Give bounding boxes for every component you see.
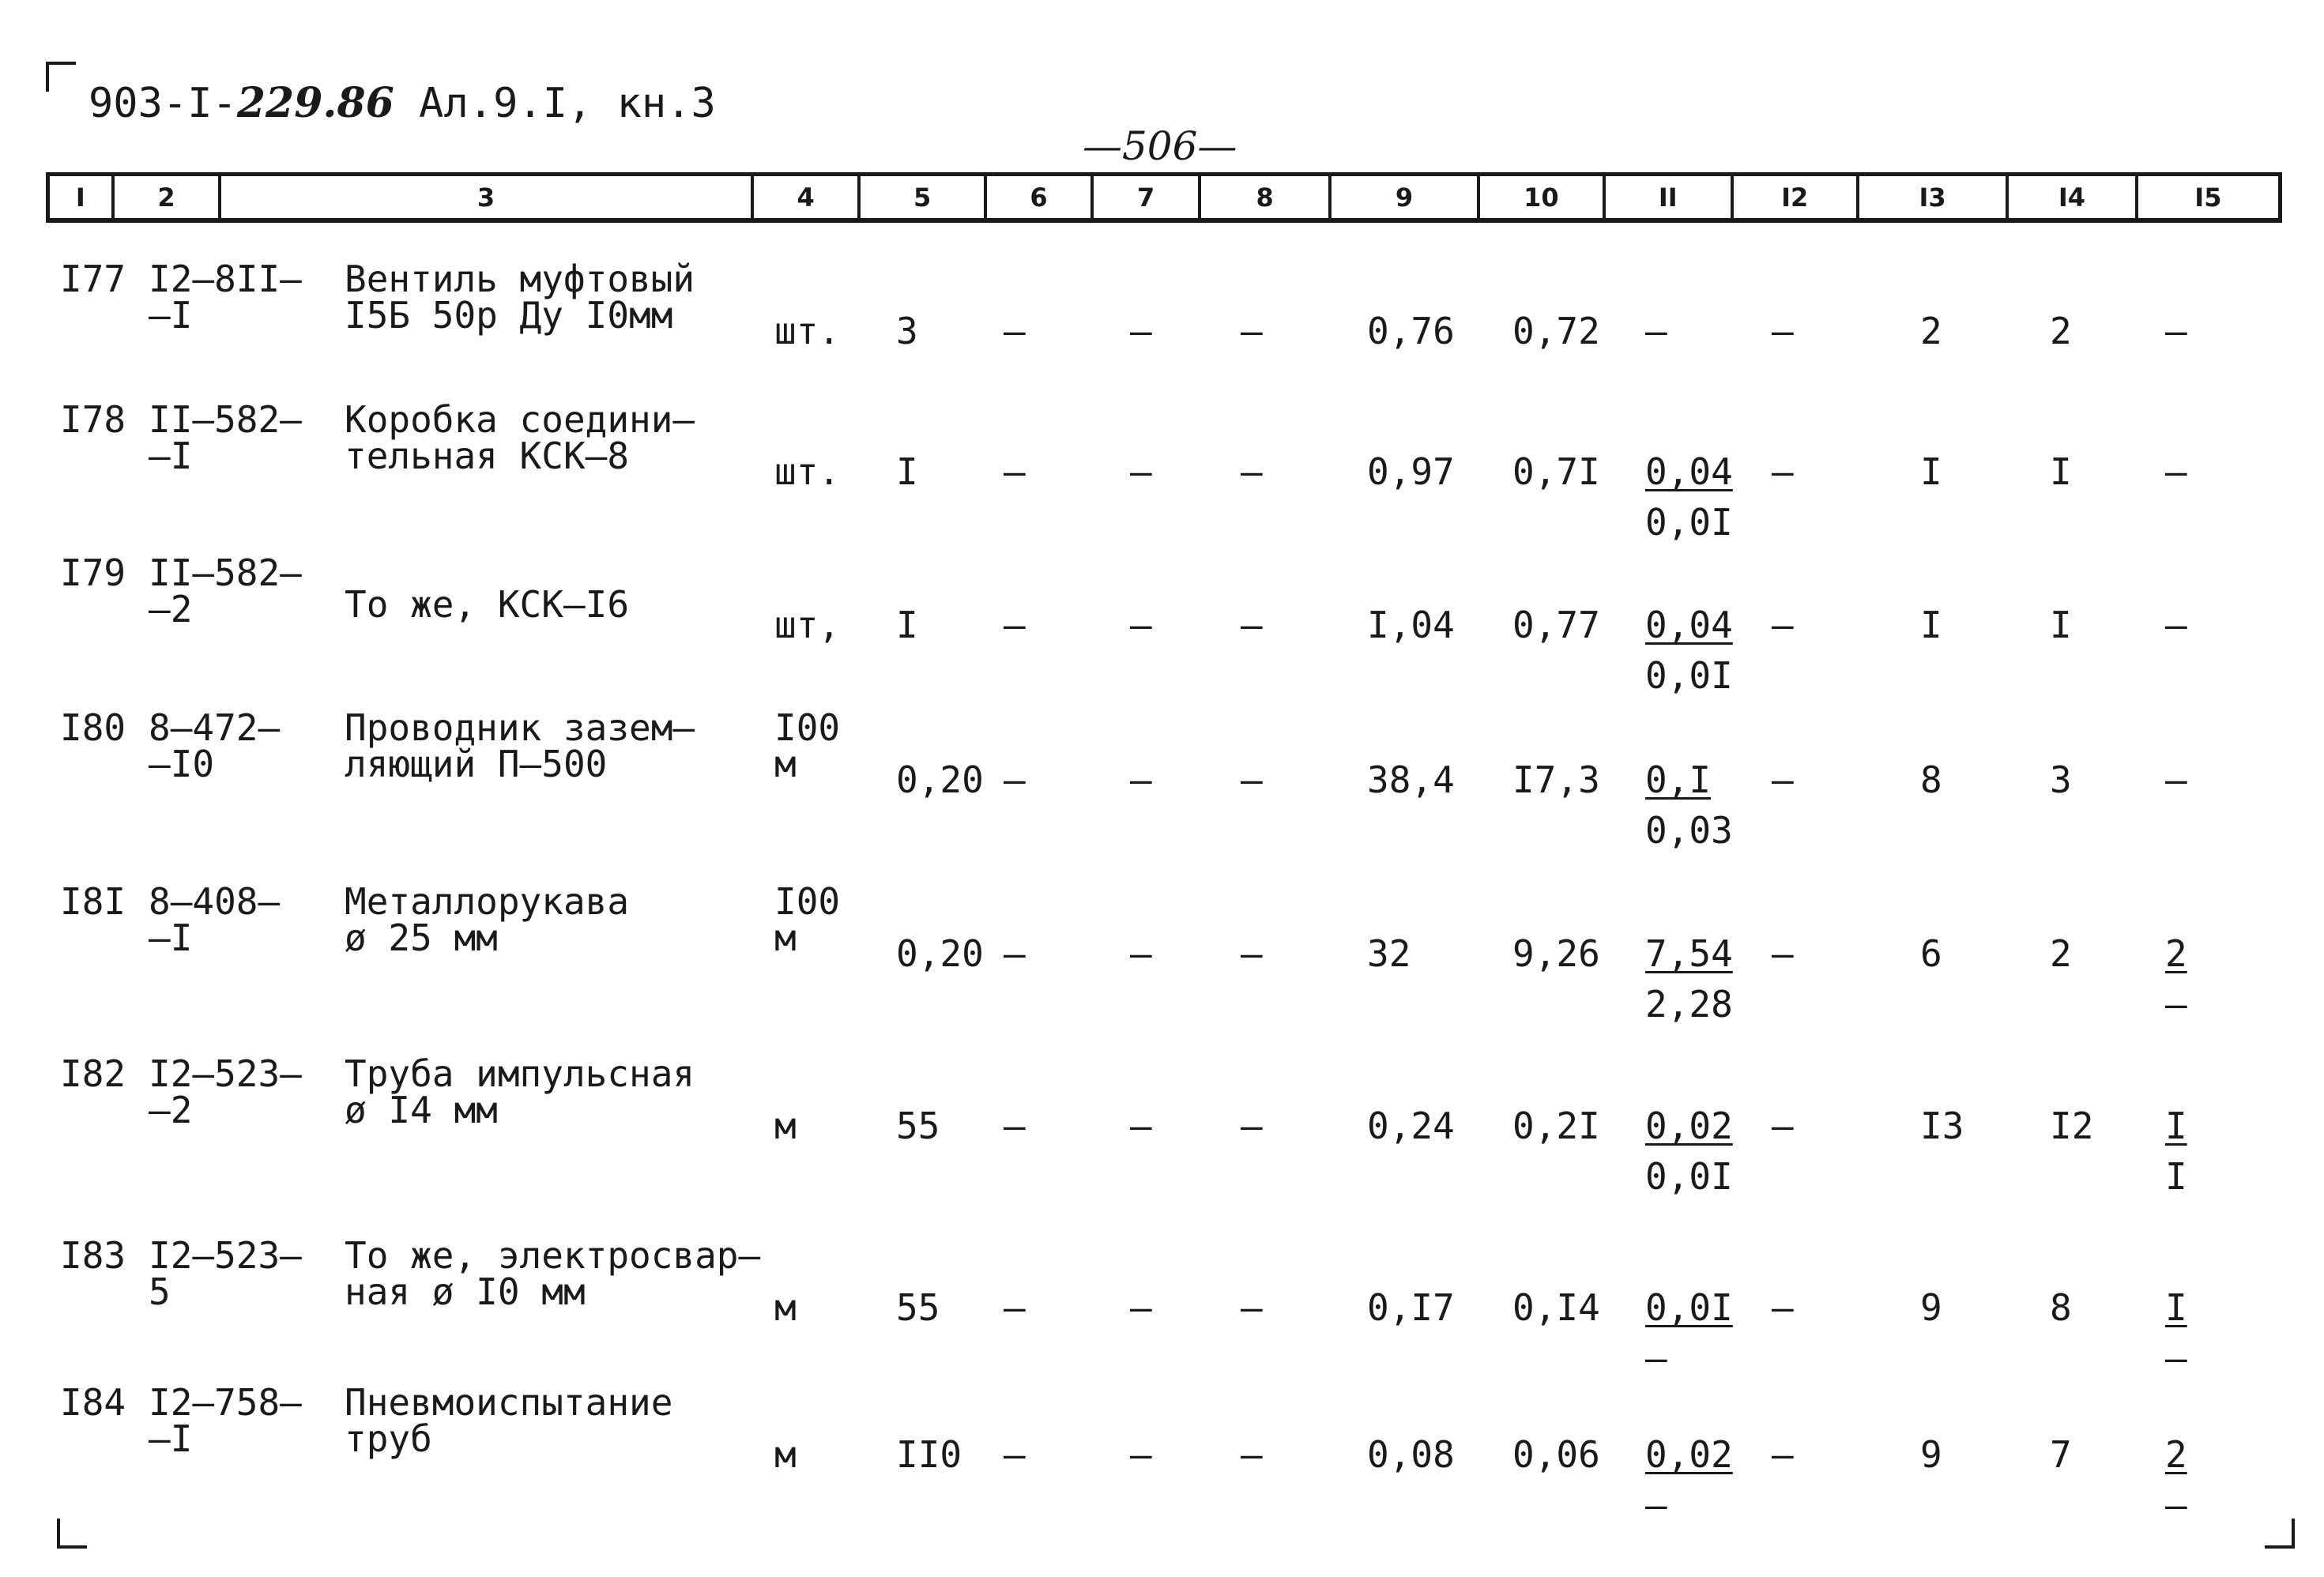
cell-col-5: I <box>896 604 918 646</box>
cell-name <box>345 706 695 785</box>
cell-col-7: – <box>1130 932 1152 975</box>
cell-code <box>149 398 302 477</box>
unit-line: шт. <box>774 450 841 493</box>
cell-col-14: 7 <box>2050 1433 2072 1476</box>
cell-item-number: I80 <box>60 706 126 749</box>
cell-col-15 <box>2165 450 2187 493</box>
cell-col-15 <box>2165 758 2187 801</box>
cell-col-15 <box>2165 1433 2187 1526</box>
code-line: I2–758– <box>149 1381 302 1424</box>
cell-col-11 <box>1645 758 1733 852</box>
name-line: То же, электросвар– <box>345 1234 761 1277</box>
cell-col-13: I <box>1920 604 1942 646</box>
column-header-1: I <box>50 176 115 218</box>
code-line: –I <box>149 294 193 337</box>
cell-unit <box>774 1433 797 1476</box>
cell-col-8: – <box>1241 1286 1263 1329</box>
cell-col-5: 55 <box>896 1105 940 1147</box>
fraction-denominator: 0,0I <box>1645 501 1733 544</box>
frame-corner-top-left <box>46 62 76 92</box>
fraction-numerator: 0,04 <box>1645 450 1733 493</box>
cell-col-15 <box>2165 604 2187 646</box>
cell-col-8: – <box>1241 310 1263 352</box>
unit-line: м <box>774 743 797 785</box>
cell-item-number: I83 <box>60 1234 126 1277</box>
column-header-13: I3 <box>1859 176 2009 218</box>
cell-unit <box>774 880 841 959</box>
cell-col-10: I7,3 <box>1512 758 1600 801</box>
page-number: —506— <box>1083 123 1237 169</box>
code-line: I2–523– <box>149 1052 302 1095</box>
name-line: Вентиль муфтовый <box>345 258 695 300</box>
cell-col-6: – <box>1004 932 1026 975</box>
cell-col-6: – <box>1004 310 1026 352</box>
fraction-numerator: – <box>2165 758 2187 801</box>
document-code-number: 229.86 <box>236 79 394 127</box>
cell-col-12: – <box>1772 1286 1794 1329</box>
cell-col-6: – <box>1004 450 1026 493</box>
fraction-denominator: – <box>1645 1337 1667 1379</box>
cell-col-8: – <box>1241 758 1263 801</box>
cell-col-13: 9 <box>1920 1433 1942 1476</box>
code-line: II–582– <box>149 551 302 594</box>
cell-col-7: – <box>1130 310 1152 352</box>
cell-item-number: I84 <box>60 1381 126 1424</box>
cell-col-7: – <box>1130 758 1152 801</box>
fraction-denominator: – <box>2165 1484 2187 1526</box>
cell-code <box>149 880 281 959</box>
fraction-numerator: 7,54 <box>1645 932 1733 975</box>
unit-line: м <box>774 916 797 959</box>
cell-col-9: 38,4 <box>1367 758 1455 801</box>
cell-item-number: I82 <box>60 1052 126 1095</box>
unit-line: м <box>774 1105 797 1147</box>
cell-item-number: I8I <box>60 880 126 923</box>
name-line: То же, КСК–I6 <box>345 583 630 626</box>
cell-col-10: 0,06 <box>1512 1433 1600 1476</box>
unit-line: м <box>774 1286 797 1329</box>
cell-name <box>345 398 695 477</box>
cell-item-number: I78 <box>60 398 126 441</box>
code-line: II–582– <box>149 398 302 441</box>
cell-col-13: 6 <box>1920 932 1942 975</box>
cell-col-5: 0,20 <box>896 932 984 975</box>
fraction-numerator: 0,02 <box>1645 1433 1733 1476</box>
name-line: Пневмоиспытание <box>345 1381 673 1424</box>
cell-unit <box>774 310 841 352</box>
fraction-numerator: 2 <box>2165 1433 2187 1476</box>
name-line: Коробка соедини– <box>345 398 695 441</box>
name-line: ø 25 мм <box>345 916 498 959</box>
cell-col-10: 0,77 <box>1512 604 1600 646</box>
cell-col-11 <box>1645 450 1733 544</box>
cell-name <box>345 1381 673 1460</box>
cell-col-12: – <box>1772 932 1794 975</box>
cell-col-11 <box>1645 1105 1733 1198</box>
cell-col-6: – <box>1004 1433 1026 1476</box>
cell-col-12: – <box>1772 450 1794 493</box>
cell-col-13: I3 <box>1920 1105 1964 1147</box>
code-line: I2–523– <box>149 1234 302 1277</box>
name-line: ная ø I0 мм <box>345 1270 586 1313</box>
fraction-denominator: 0,0I <box>1645 1155 1733 1198</box>
cell-col-7: – <box>1130 604 1152 646</box>
column-header-12: I2 <box>1734 176 1859 218</box>
cell-col-9: 0,97 <box>1367 450 1455 493</box>
cell-col-9: I,04 <box>1367 604 1455 646</box>
cell-unit <box>774 1105 797 1147</box>
column-header-11: II <box>1606 176 1733 218</box>
column-header-9: 9 <box>1331 176 1479 218</box>
cell-col-11 <box>1645 1286 1733 1379</box>
cell-code <box>149 1052 302 1131</box>
code-line: –2 <box>149 1089 193 1131</box>
name-line: I5Б 50р Ду I0мм <box>345 294 673 337</box>
fraction-denominator: 2,28 <box>1645 983 1733 1026</box>
cell-col-14: I <box>2050 604 2072 646</box>
name-line: ø I4 мм <box>345 1089 498 1131</box>
unit-line: I00 <box>774 706 841 749</box>
fraction-denominator: – <box>2165 983 2187 1026</box>
cell-col-14: 2 <box>2050 932 2072 975</box>
cell-name <box>345 1052 695 1131</box>
cell-col-11 <box>1645 310 1667 352</box>
cell-col-14: 8 <box>2050 1286 2072 1329</box>
fraction-numerator: I <box>2165 1286 2187 1329</box>
cell-col-12: – <box>1772 758 1794 801</box>
cell-col-9: 0,24 <box>1367 1105 1455 1147</box>
cell-item-number: I79 <box>60 551 126 594</box>
cell-col-5: I <box>896 450 918 493</box>
cell-col-8: – <box>1241 1105 1263 1147</box>
cell-col-8: – <box>1241 932 1263 975</box>
cell-col-10: 0,I4 <box>1512 1286 1600 1329</box>
cell-col-11 <box>1645 604 1733 697</box>
cell-col-7: – <box>1130 1286 1152 1329</box>
cell-col-10: 0,72 <box>1512 310 1600 352</box>
code-line: 8–408– <box>149 880 281 923</box>
cell-col-13: I <box>1920 450 1942 493</box>
fraction-numerator: – <box>2165 310 2187 352</box>
cell-item-number: I77 <box>60 258 126 300</box>
code-line: –2 <box>149 588 193 630</box>
fraction-numerator: 0,04 <box>1645 604 1733 646</box>
cell-col-5: 3 <box>896 310 918 352</box>
code-line: I2–8II– <box>149 258 302 300</box>
column-header-14: I4 <box>2009 176 2138 218</box>
cell-unit <box>774 604 841 646</box>
cell-col-11 <box>1645 932 1733 1026</box>
code-line: –I0 <box>149 743 215 785</box>
name-line: Металлорукава <box>345 880 630 923</box>
fraction-numerator: – <box>1645 310 1667 352</box>
fraction-denominator: – <box>1645 1484 1667 1526</box>
cell-col-15 <box>2165 932 2187 1026</box>
fraction-numerator: 0,02 <box>1645 1105 1733 1147</box>
column-header-7: 7 <box>1094 176 1201 218</box>
fraction-numerator: I <box>2165 1105 2187 1147</box>
code-line: 5 <box>149 1270 171 1313</box>
cell-col-9: 0,76 <box>1367 310 1455 352</box>
cell-col-5: 55 <box>896 1286 940 1329</box>
unit-line: I00 <box>774 880 841 923</box>
name-line: Труба импульсная <box>345 1052 695 1095</box>
column-header-6: 6 <box>987 176 1094 218</box>
column-header-2: 2 <box>115 176 222 218</box>
cell-col-6: – <box>1004 604 1026 646</box>
cell-col-13: 8 <box>1920 758 1942 801</box>
cell-col-12: – <box>1772 1433 1794 1476</box>
cell-code <box>149 551 302 630</box>
cell-col-15 <box>2165 1286 2187 1379</box>
cell-col-10: 0,7I <box>1512 450 1600 493</box>
fraction-numerator: – <box>2165 604 2187 646</box>
fraction-numerator: – <box>2165 450 2187 493</box>
cell-col-9: 32 <box>1367 932 1411 975</box>
cell-col-6: – <box>1004 1105 1026 1147</box>
code-line: –I <box>149 1417 193 1460</box>
document-code <box>89 79 716 127</box>
cell-col-13: 9 <box>1920 1286 1942 1329</box>
cell-unit <box>774 450 841 493</box>
frame-corner-bottom-right <box>2265 1519 2295 1549</box>
document-code-prefix: 903-I- <box>89 80 237 127</box>
name-line: ляющий П–500 <box>345 743 608 785</box>
column-header-15: I5 <box>2194 182 2222 213</box>
cell-col-11 <box>1645 1433 1733 1526</box>
unit-line: м <box>774 1433 797 1476</box>
cell-name <box>345 583 630 626</box>
cell-col-10: 0,2I <box>1512 1105 1600 1147</box>
cell-col-5: II0 <box>896 1433 962 1476</box>
name-line: Проводник зазем– <box>345 706 695 749</box>
cell-col-12: – <box>1772 310 1794 352</box>
fraction-numerator: 2 <box>2165 932 2187 975</box>
column-header-3: 3 <box>221 176 754 218</box>
code-line: –I <box>149 435 193 477</box>
column-header-5: 5 <box>861 176 986 218</box>
cell-name <box>345 258 695 337</box>
cell-col-14: 3 <box>2050 758 2072 801</box>
fraction-denominator: I <box>2165 1155 2187 1198</box>
column-header-row <box>46 172 2282 223</box>
cell-col-15 <box>2165 1105 2187 1198</box>
cell-col-9: 0,I7 <box>1367 1286 1455 1329</box>
fraction-numerator: 0,I <box>1645 758 1712 801</box>
cell-col-12: – <box>1772 1105 1794 1147</box>
name-line: тельная КСК–8 <box>345 435 630 477</box>
frame-corner-bottom-left <box>57 1519 87 1549</box>
cell-col-8: – <box>1241 1433 1263 1476</box>
fraction-denominator: 0,0I <box>1645 654 1733 697</box>
cell-col-6: – <box>1004 758 1026 801</box>
unit-line: шт. <box>774 310 841 352</box>
cell-col-7: – <box>1130 450 1152 493</box>
fraction-denominator: – <box>2165 1337 2187 1379</box>
cell-col-8: – <box>1241 450 1263 493</box>
cell-code <box>149 706 281 785</box>
cell-col-12: – <box>1772 604 1794 646</box>
cell-name <box>345 880 630 959</box>
cell-code <box>149 258 302 337</box>
fraction-numerator: 0,0I <box>1645 1286 1733 1329</box>
cell-unit <box>774 1286 797 1329</box>
fraction-denominator: 0,03 <box>1645 809 1733 852</box>
cell-col-5: 0,20 <box>896 758 984 801</box>
cell-col-8: – <box>1241 604 1263 646</box>
cell-col-9: 0,08 <box>1367 1433 1455 1476</box>
cell-col-10: 9,26 <box>1512 932 1600 975</box>
name-line: труб <box>345 1417 432 1460</box>
column-header-10: 10 <box>1480 176 1606 218</box>
cell-unit <box>774 706 841 785</box>
cell-name <box>345 1234 761 1313</box>
cell-col-14: I <box>2050 450 2072 493</box>
cell-col-6: – <box>1004 1286 1026 1329</box>
unit-line: шт, <box>774 604 841 646</box>
album-reference: Ал.9.I, кн.3 <box>419 80 716 127</box>
code-line: –I <box>149 916 193 959</box>
column-header-4: 4 <box>754 176 861 218</box>
cell-code <box>149 1381 302 1460</box>
cell-col-14: 2 <box>2050 310 2072 352</box>
cell-col-13: 2 <box>1920 310 1942 352</box>
code-line: 8–472– <box>149 706 281 749</box>
cell-col-7: – <box>1130 1433 1152 1476</box>
column-header-8: 8 <box>1201 176 1331 218</box>
cell-code <box>149 1234 302 1313</box>
cell-col-14: I2 <box>2050 1105 2094 1147</box>
cell-col-7: – <box>1130 1105 1152 1147</box>
cell-col-15 <box>2165 310 2187 352</box>
